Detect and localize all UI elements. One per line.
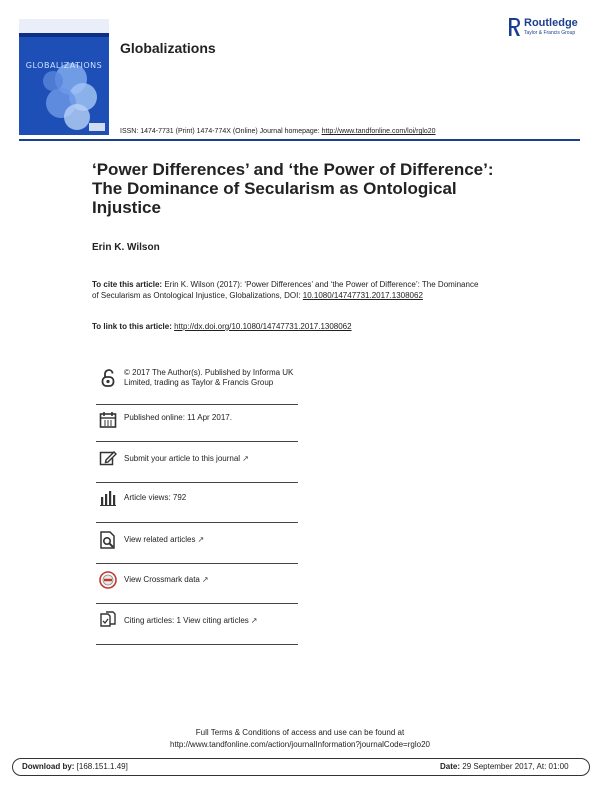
download-by: [22, 762, 128, 771]
download-date-label: Date:: [440, 762, 461, 771]
related-articles-link[interactable]: View related articles: [124, 535, 196, 544]
publisher-name: Routledge: [524, 17, 578, 29]
citing-articles-row[interactable]: [96, 608, 298, 636]
published-date: Published online: 11 Apr 2017.: [124, 413, 232, 422]
issn-text: ISSN: 1474-7731 (Print) 1474-774X (Online) Journal homepage:: [120, 128, 322, 135]
terms-footer: [0, 727, 600, 751]
info-divider: [96, 522, 298, 523]
info-divider: [96, 482, 298, 483]
issn-line: [120, 128, 436, 135]
submit-article-link[interactable]: Submit your article to this journal: [124, 454, 241, 463]
info-divider: [96, 603, 298, 604]
calendar-icon: [98, 410, 118, 430]
citation-doi-link[interactable]: 10.1080/14747731.2017.1308062: [302, 290, 423, 300]
citation-text: Erin K. Wilson (2017): ‘Power Differences’ and ‘the Power of Difference’: The Dominance of Secularism as Ontological Injustice, Globalizations, DOI:: [92, 280, 479, 300]
external-link-icon: ↗: [250, 616, 258, 625]
external-link-icon: ↗: [242, 454, 249, 463]
published-row: [96, 408, 298, 436]
article-title: ‘Power Differences’ and ‘the Power of Difference’: The Dominance of Secularism as Ontological Injustice: [92, 160, 494, 217]
citation-label: To cite this article:: [92, 280, 163, 289]
edit-icon: [98, 448, 118, 468]
journal-name: Globalizations: [120, 40, 216, 56]
related-articles-row[interactable]: [96, 527, 298, 555]
info-divider: [96, 404, 298, 405]
citing-articles-link[interactable]: Citing articles: 1 View citing articles: [124, 616, 249, 625]
journal-homepage-link[interactable]: http://www.tandfonline.com/loi/rglo20: [321, 128, 436, 135]
info-divider: [96, 563, 298, 564]
info-divider: [96, 644, 298, 645]
download-by-value: [168.151.1.49]: [74, 762, 128, 771]
crossmark-row[interactable]: [96, 568, 298, 596]
cover-title: GLOBALIZATIONS: [25, 61, 103, 70]
open-lock-icon: [98, 368, 118, 388]
publisher-tagline: Taylor & Francis Group: [524, 30, 576, 36]
bar-chart-icon: [98, 488, 118, 508]
download-date: [440, 762, 569, 771]
routledge-r-icon: [508, 17, 521, 37]
article-link-line: [92, 322, 352, 331]
article-views-row: [96, 486, 298, 514]
download-by-label: Download by:: [22, 762, 75, 771]
download-date-value: 29 September 2017, At: 01:00: [460, 762, 569, 771]
link-label: To link to this article:: [92, 322, 175, 331]
open-access-row: [96, 366, 298, 404]
article-doi-link[interactable]: http://dx.doi.org/10.1080/14747731.2017.1308062: [174, 322, 352, 331]
article-author: Erin K. Wilson: [92, 242, 160, 253]
open-access-text: © 2017 The Author(s). Published by Informa UK Limited, trading as Taylor & Francis Group: [124, 368, 294, 387]
citing-documents-icon: [98, 610, 118, 630]
journal-cover-image: [19, 19, 109, 135]
cover-globe-graphic: [19, 19, 109, 135]
document-search-icon: [98, 530, 118, 550]
terms-text: Full Terms & Conditions of access and use can be found at: [195, 728, 405, 737]
info-divider: [96, 441, 298, 442]
external-link-icon: ↗: [201, 575, 209, 584]
publisher-logo: [508, 17, 588, 41]
terms-url-link[interactable]: http://www.tandfonline.com/action/journalInformation?journalCode=rglo20: [170, 740, 430, 749]
submit-article-row[interactable]: [96, 446, 298, 474]
crossmark-link[interactable]: View Crossmark data: [124, 575, 200, 584]
header-divider: [19, 139, 580, 141]
crossmark-icon: [98, 570, 118, 590]
citation-block: [92, 280, 482, 301]
external-link-icon: ↗: [197, 535, 205, 544]
article-views: Article views: 792: [124, 493, 187, 502]
